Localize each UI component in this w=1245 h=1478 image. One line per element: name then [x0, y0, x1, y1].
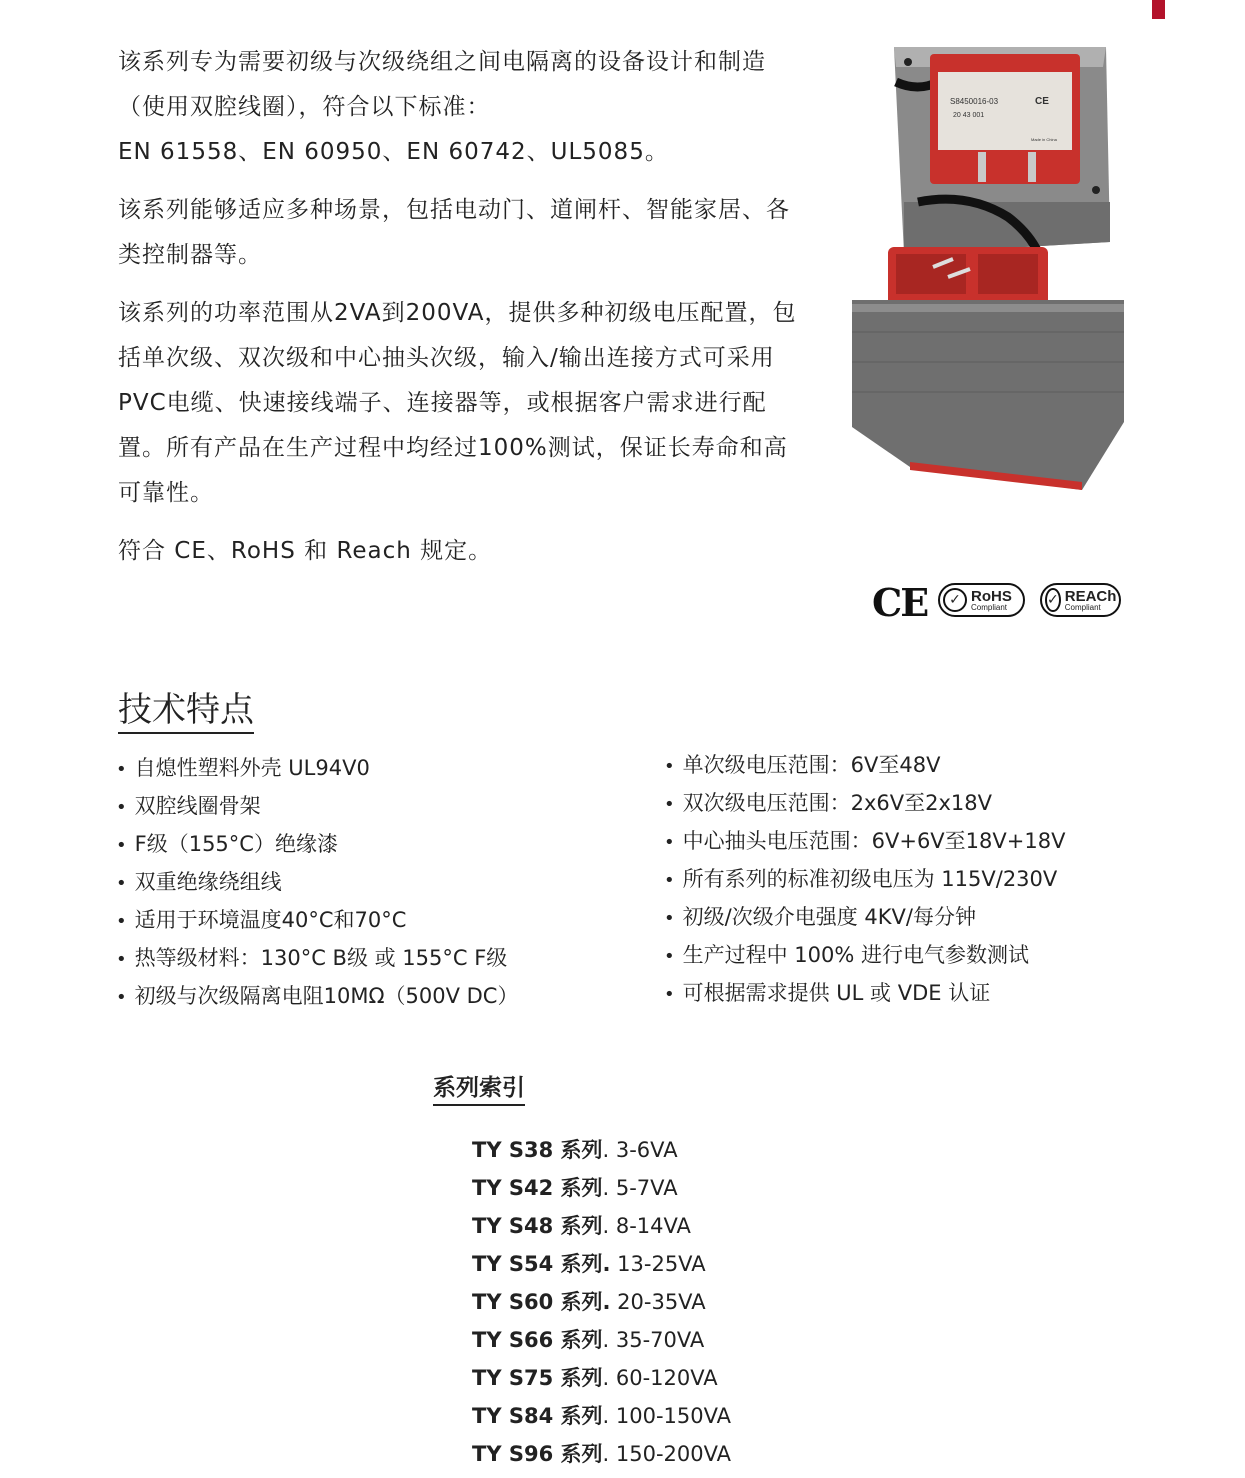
series-item [472, 1169, 731, 1207]
certification-logos [872, 580, 1127, 624]
series-range: . 100-150VA [602, 1404, 731, 1428]
feature-item: • 热等级材料：130°C B级 或 155°C F级 [116, 940, 518, 978]
series-item [472, 1397, 731, 1435]
series-range: 13-25VA [610, 1252, 706, 1276]
series-name: TY S84 系列 [472, 1404, 603, 1428]
series-item [472, 1207, 731, 1245]
series-item [472, 1245, 731, 1283]
series-name: TY S38 系列 [472, 1138, 603, 1162]
series-item [472, 1321, 731, 1359]
feature-item: • F级（155°C）绝缘漆 [116, 826, 518, 864]
feature-item: • 中心抽头电压范围：6V+6V至18V+18V [664, 823, 1065, 861]
reach-sub: Compliant [1064, 602, 1101, 612]
series-range: . 3-6VA [602, 1138, 678, 1162]
series-name: TY S66 系列 [472, 1328, 603, 1352]
check-icon: ✓ [1045, 588, 1061, 612]
series-index-list [472, 1131, 731, 1473]
intro-paragraph-2: 该系列能够适应多种场景，包括电动门、道闸杆、智能家居、各类控制器等。 [118, 197, 790, 268]
series-item [472, 1359, 731, 1397]
rohs-sub: Compliant [971, 602, 1008, 612]
feature-item: • 初级/次级介电强度 4KV/每分钟 [664, 899, 1065, 937]
label-made: Made in China [1031, 137, 1057, 142]
feature-item: • 可根据需求提供 UL 或 VDE 认证 [664, 975, 1065, 1013]
series-range: . 35-70VA [602, 1328, 705, 1352]
feature-item: • 初级与次级隔离电阻10MΩ（500V DC） [116, 978, 518, 1016]
transformer-photo [848, 42, 1126, 492]
label-ce: CE [1035, 96, 1049, 107]
series-index-heading: 系列索引 [433, 1072, 525, 1106]
compliance-line: 符合 CE、RoHS 和 Reach 规定。 [118, 538, 493, 564]
intro-paragraph-3: 该系列的功率范围从2VA到200VA，提供多种初级电压配置，包括单次级、双次级和中心抽头次级，输入/输出连接方式可采用PVC电缆、快速接线端子、连接器等，或根据客户需求进行配置。所有产品在生产过程中均经过100%测试，保证长寿命和高可靠性。 [118, 300, 797, 506]
feature-item: • 双重绝缘绕组线 [116, 864, 518, 902]
feature-item: • 适用于环境温度40°C和70°C [116, 902, 518, 940]
features-heading: 技术特点 [118, 688, 254, 734]
corner-accent [1152, 0, 1165, 19]
series-name: TY S54 系列. [472, 1252, 611, 1276]
check-icon: ✓ [943, 588, 967, 612]
feature-item: • 生产过程中 100% 进行电气参数测试 [664, 937, 1065, 975]
label-code: S8450016-03 [950, 97, 999, 106]
feature-item: • 单次级电压范围：6V至48V [664, 747, 1065, 785]
series-item [472, 1435, 731, 1473]
series-range: . 8-14VA [602, 1214, 691, 1238]
series-range: . 60-120VA [602, 1366, 718, 1390]
series-item [472, 1283, 731, 1321]
series-name: TY S96 系列 [472, 1442, 603, 1466]
rohs-label: RoHS [971, 587, 1012, 605]
series-range: 20-35VA [610, 1290, 706, 1314]
series-range: . 150-200VA [602, 1442, 731, 1466]
intro-section [118, 40, 798, 587]
series-name: TY S60 系列. [472, 1290, 611, 1314]
rohs-badge [938, 583, 1025, 617]
feature-item: • 双腔线圈骨架 [116, 788, 518, 826]
ce-mark: CE [872, 580, 928, 625]
features-list-right [664, 747, 1065, 1013]
feature-item: • 所有系列的标准初级电压为 115V/230V [664, 861, 1065, 899]
series-range: . 5-7VA [602, 1176, 678, 1200]
feature-item: • 自熄性塑料外壳 UL94V0 [116, 750, 518, 788]
series-name: TY S48 系列 [472, 1214, 603, 1238]
reach-badge [1040, 583, 1121, 617]
intro-paragraph-1: 该系列专为需要初级与次级绕组之间电隔离的设备设计和制造（使用双腔线圈），符合以下标准： [118, 49, 766, 120]
features-list-left [116, 750, 518, 1016]
standards-line: EN 61558、EN 60950、EN 60742、UL5085。 [118, 139, 669, 165]
label-number: 20 43 001 [953, 112, 985, 119]
series-name: TY S42 系列 [472, 1176, 603, 1200]
reach-label: REACh [1064, 587, 1117, 605]
series-item [472, 1131, 731, 1169]
feature-item: • 双次级电压范围：2x6V至2x18V [664, 785, 1065, 823]
series-name: TY S75 系列 [472, 1366, 603, 1390]
